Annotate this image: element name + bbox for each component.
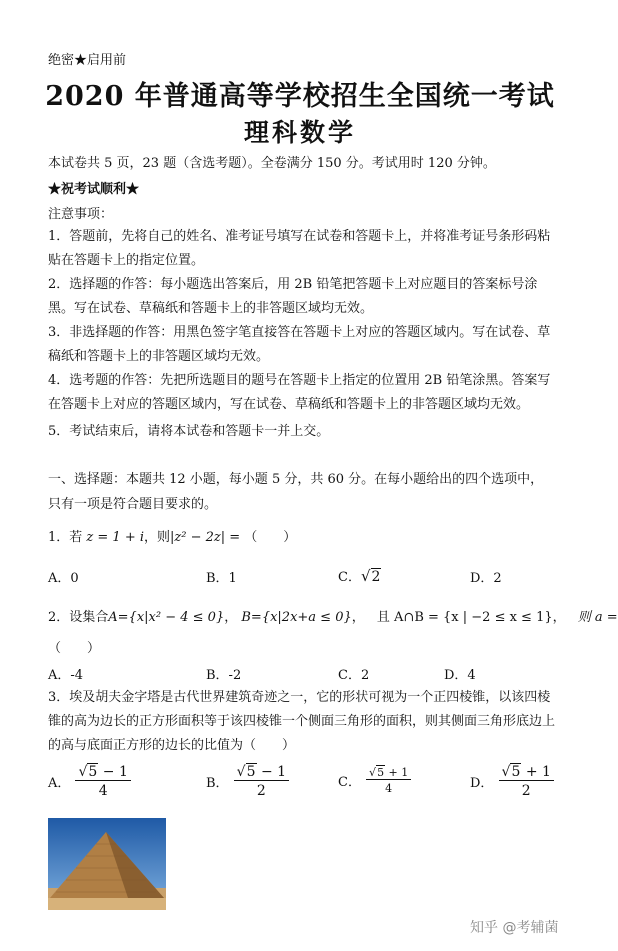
q3-option-d-label: D．	[470, 776, 494, 791]
q1-option-a: A．0	[48, 571, 79, 586]
q3-option-c-label: C．	[338, 775, 361, 790]
watermark: 知乎 @考辅菌	[470, 920, 559, 936]
q2-option-b: B．-2	[206, 668, 242, 683]
q3-option-a	[48, 764, 131, 799]
note-item-1: 1．答题前，先将自己的姓名、准考证号填写在试卷和答题卡上，并将准考证号条形码粘贴在答题卡上的指定位置。	[48, 229, 551, 268]
q3-option-a-fraction: $\frac{√5 - 1}{4}$	[75, 764, 130, 799]
exam-title: 2020 年普通高等学校招生全国统一考试	[45, 81, 555, 112]
q3-option-c	[338, 766, 411, 795]
q2-ask: 则 a =	[577, 610, 618, 625]
q3-option-a-label: A．	[48, 776, 71, 791]
q3-option-b-fraction: $\frac{√5 - 1}{2}$	[234, 764, 289, 799]
q3-option-d	[470, 764, 554, 799]
note-item-3: 3．非选择题的作答：用黑色签字笔直接答在答题卡上对应的答题区域内。写在试卷、草稿纸和答题卡上的非答题区域均无效。	[48, 325, 551, 364]
q2-set-a: A={x|x² − 4 ≤ 0}	[108, 610, 225, 625]
q1-option-c: C．√2	[338, 567, 381, 585]
q1-connector: ，则	[144, 530, 171, 545]
q2-condition: 且 A∩B = {x | −2 ≤ x ≤ 1}	[376, 610, 553, 625]
question-3: 3．埃及胡夫金字塔是古代世界建筑奇迹之一，它的形状可视为一个正四棱锥，以该四棱锥的高为边长的正方形面积等于该四棱锥一个侧面三角形的面积，则其侧面三角形底边上的高与底面正方形的边长的比值为（ ）	[48, 690, 556, 753]
q1-z-definition: z = 1 + i	[86, 530, 145, 545]
q1-option-c-radicand: 2	[371, 569, 381, 585]
q2-option-d: D．4	[444, 668, 476, 683]
q3-option-b-label: B．	[206, 776, 229, 791]
question-2: 2．设集合A={x|x² − 4 ≤ 0}， B={x|2x+a ≤ 0}， 且 A∩B = {x | −2 ≤ x ≤ 1}， 则 a =	[48, 610, 618, 625]
q3-option-b	[206, 764, 289, 799]
note-item-5: 5．考试结束后，请将本试卷和答题卡一并上交。	[48, 424, 330, 439]
good-luck-note: ★祝考试顺利★	[48, 182, 140, 197]
q1-option-c-label: C．	[338, 570, 361, 585]
notes-title: 注意事项：	[48, 207, 114, 222]
q2-option-c: C．2	[338, 668, 370, 683]
q2-option-a: A．-4	[48, 668, 84, 683]
note-item-4: 4．选考题的作答：先把所选题目的题号在答题卡上指定的位置用 2B 铅笔涂黑。答案写在答题卡上对应的答题区域内，写在试卷、草稿纸和答题卡上的非答题区域均无效。	[48, 373, 551, 412]
q1-option-d: D．2	[470, 571, 502, 586]
q2-prefix: 2．设集合	[48, 610, 109, 625]
q3-option-d-fraction: $\frac{√5 + 1}{2}$	[499, 764, 554, 799]
q3-option-c-fraction: $\frac{√5 + 1}{4}$	[366, 766, 411, 795]
q1-expression: |z² − 2z| =	[170, 530, 241, 545]
exam-subtitle: 理科数学	[243, 118, 356, 147]
question-1	[48, 526, 296, 545]
q1-prefix: 1．若	[48, 530, 83, 545]
q2-paren: （ ）	[48, 641, 101, 656]
q2-set-b: B={x|2x+a ≤ 0}	[241, 610, 352, 625]
note-item-2: 2．选择题的作答：每小题选出答案后，用 2B 铅笔把答题卡上对应题目的答案标号涂黑。写在试卷、草稿纸和答题卡上的非答题区域均无效。	[48, 277, 538, 316]
exam-info: 本试卷共 5 页，23 题（含选考题）。全卷满分 150 分。考试用时 120 分钟。	[48, 156, 496, 171]
q1-option-b: B．1	[206, 571, 237, 586]
pyramid-photo	[48, 818, 166, 910]
q1-paren: （ ）	[244, 530, 297, 545]
section-heading: 一、选择题：本题共 12 小题，每小题 5 分，共 60 分。在每小题给出的四个选项中，只有一项是符合题目要求的。	[48, 472, 544, 512]
confidential-mark: 绝密★启用前	[48, 53, 127, 68]
